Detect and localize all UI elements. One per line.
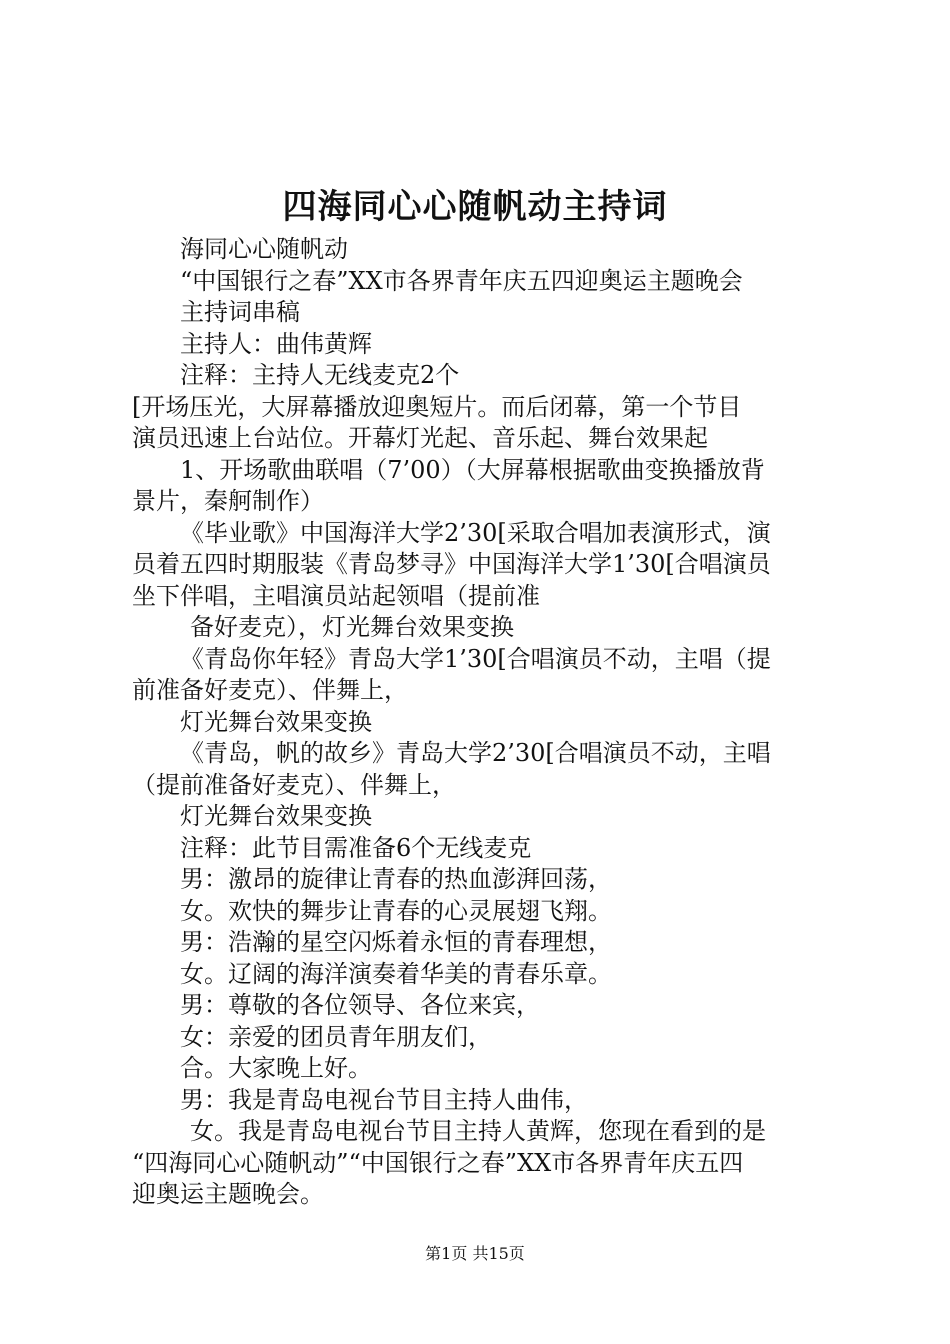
body-line: 《青岛你年轻》青岛大学1’30[合唱演员不动，主唱（提 — [180, 644, 771, 673]
body-line: 坐下伴唱，主唱演员站起领唱（提前准 — [132, 581, 540, 610]
body-line: 员着五四时期服装《青岛梦寻》中国海洋大学1’30[合唱演员 — [132, 550, 771, 578]
body-line: 主持人：曲伟黄辉 — [180, 329, 372, 358]
body-line: 灯光舞台效果变换 — [180, 707, 372, 736]
document-title: 四海同心心随帆动主持词 — [282, 187, 668, 227]
body-line: 演员迅速上台站位。开幕灯光起、音乐起、舞台效果起 — [132, 424, 708, 452]
body-line: 前准备好麦克）、伴舞上， — [132, 676, 408, 704]
body-line: 女。我是青岛电视台节目主持人黄辉，您现在看到的是 — [190, 1117, 766, 1145]
body-line: 女。辽阔的海洋演奏着华美的青春乐章。 — [180, 959, 612, 988]
body-line: 景片，秦舸制作） — [132, 487, 324, 515]
body-line: “中国银行之春”XX市各界青年庆五四迎奥运主题晚会 — [180, 266, 743, 295]
body-line: 备好麦克），灯光舞台效果变换 — [190, 613, 514, 641]
body-line: 女：亲爱的团员青年朋友们， — [180, 1022, 492, 1051]
body-line: 海同心心随帆动 — [180, 235, 348, 263]
body-line: 注释：此节目需准备6个无线麦克 — [180, 833, 532, 862]
body-line: 《毕业歌》中国海洋大学2’30[采取合唱加表演形式，演 — [180, 518, 771, 547]
body-line: 《青岛，帆的故乡》青岛大学2’30[合唱演员不动，主唱 — [180, 739, 771, 767]
body-line: “四海同心心随帆动”“中国银行之春”XX市各界青年庆五四 — [132, 1148, 744, 1177]
document-body — [132, 234, 832, 1211]
body-line: [开场压光，大屏幕播放迎奥短片。而后闭幕，第一个节目 — [132, 392, 742, 421]
body-line: 男：尊敬的各位领导、各位来宾， — [180, 991, 540, 1019]
body-line: 合。大家晚上好。 — [180, 1054, 372, 1082]
body-line: 注释：主持人无线麦克2个 — [180, 361, 460, 389]
body-line: 男：浩瀚的星空闪烁着永恒的青春理想， — [180, 928, 612, 956]
body-line: 1、开场歌曲联唱（7’00）（大屏幕根据歌曲变换播放背 — [180, 455, 765, 484]
body-line: 灯光舞台效果变换 — [180, 802, 372, 830]
body-line: （提前准备好麦克）、伴舞上， — [132, 770, 456, 799]
body-line: 男：我是青岛电视台节目主持人曲伟， — [180, 1085, 588, 1114]
body-line: 男：激昂的旋律让青春的热血澎湃回荡， — [180, 865, 612, 893]
body-line: 主持词串稿 — [180, 298, 300, 326]
body-line: 迎奥运主题晚会。 — [132, 1180, 324, 1208]
body-line: 女。欢快的舞步让青春的心灵展翅飞翔。 — [180, 896, 612, 925]
page-number-footer: 第1页 共15页 — [425, 1244, 525, 1263]
